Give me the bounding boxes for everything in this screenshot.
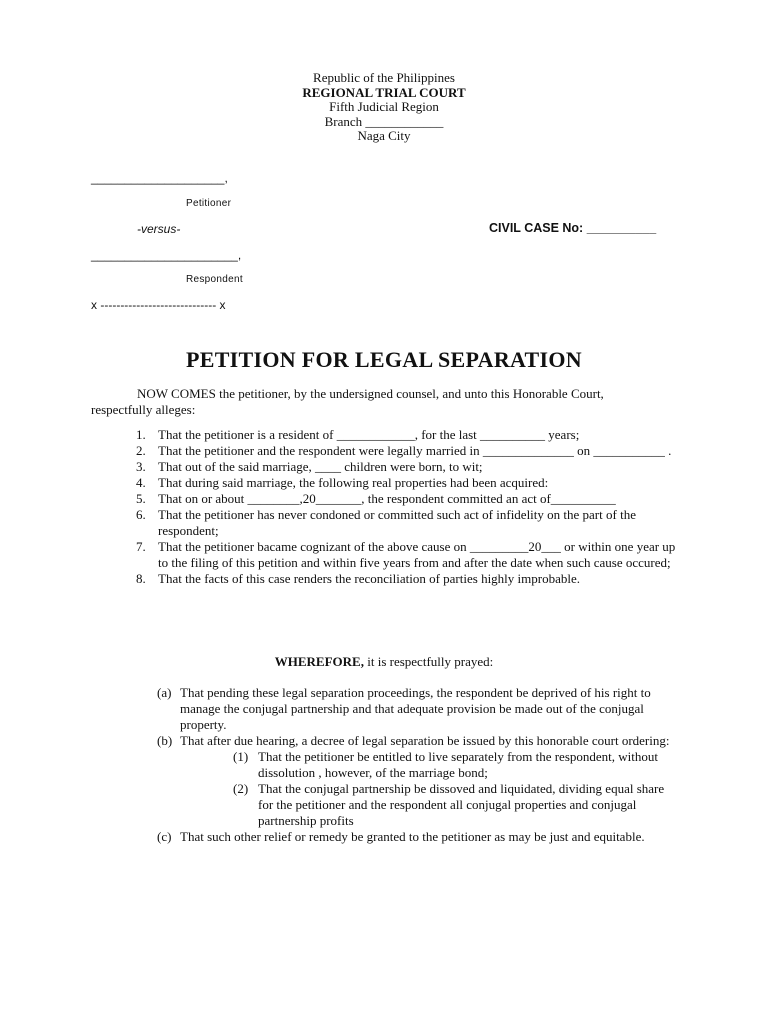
item-number: 8.: [136, 571, 146, 586]
item-text: That such other relief or remedy be granted to the petitioner as may be just and equitable.: [180, 829, 645, 844]
list-item: [136, 443, 681, 459]
list-item: [136, 507, 681, 539]
prayer-subitem-1: [233, 749, 682, 781]
item-text: That on or about ________,20_______, the respondent committed an act of__________: [158, 491, 616, 506]
intro-paragraph: [91, 386, 681, 418]
prayers-list: [157, 685, 682, 845]
item-text: That the facts of this case renders the reconciliation of parties highly improbable.: [158, 571, 580, 586]
item-text: That pending these legal separation proceedings, the respondent be deprived of his right to manage the conjugal partnership and that adequate provision be made out of the conjugal property.: [180, 685, 651, 732]
prayer-item-b: [157, 733, 682, 829]
item-number: 2.: [136, 443, 146, 458]
item-text: That the conjugal partnership be dissoved and liquidated, dividing equal share for the petitioner and the respondent all conjugal properties and conjugal partnership profits: [258, 781, 665, 828]
allegations-list: [136, 427, 681, 587]
item-number: 3.: [136, 459, 146, 474]
item-number: 7.: [136, 539, 146, 554]
wherefore-keyword: WHEREFORE,: [274, 654, 364, 669]
wherefore-clause: [0, 654, 768, 670]
region-line: Fifth Judicial Region: [329, 99, 439, 114]
court-header: [0, 71, 768, 144]
list-item: [136, 475, 681, 491]
document-title: PETITION FOR LEGAL SEPARATION: [185, 347, 582, 372]
court-name: REGIONAL TRIAL COURT: [302, 84, 466, 100]
item-number: (c): [157, 829, 172, 844]
respondent-name-line: ______________________,: [91, 248, 242, 262]
petitioner-label: Petitioner: [186, 198, 232, 209]
item-text: That the petitioner bacame cognizant of the above cause on _________20___ or within one year up to the filing of this petition and within five years from and after the date when such cause occured;: [158, 539, 676, 570]
list-item: [136, 539, 681, 571]
item-number: 4.: [136, 475, 146, 490]
intro-line-1: NOW COMES the petitioner, by the undersigned counsel, and unto this Honorable Court,: [137, 386, 604, 401]
prayer-item-c: [157, 829, 682, 845]
item-text: That out of the said marriage, ____ children were born, to wit;: [158, 459, 483, 474]
prayer-subitem-2: [233, 781, 682, 829]
petitioner-name-line: ____________________,: [91, 171, 228, 185]
item-number: 1.: [136, 427, 146, 442]
versus-label: -versus-: [137, 222, 181, 236]
wherefore-text: it is respectfully prayed:: [363, 654, 494, 669]
prayer-sublist: [180, 749, 682, 829]
caption-divider: x ----------------------------- x: [91, 298, 226, 312]
item-number: (2): [233, 781, 249, 796]
item-number: (a): [157, 685, 172, 700]
branch-line: Branch ____________: [324, 113, 444, 129]
republic-line: Republic of the Philippines: [313, 70, 455, 85]
item-number: (b): [157, 733, 173, 748]
item-text: That the petitioner be entitled to live separately from the respondent, without dissolution , however, of the marriage bond;: [258, 749, 658, 780]
list-item: [136, 491, 681, 507]
list-item: [136, 427, 681, 443]
list-item: [136, 459, 681, 475]
item-text: That the petitioner and the respondent were legally married in ______________ on ___________ .: [158, 443, 672, 458]
item-text: That the petitioner is a resident of ____________, for the last __________ years;: [158, 427, 580, 442]
item-number: (1): [233, 749, 249, 764]
prayer-item-a: [157, 685, 682, 733]
respondent-label: Respondent: [186, 274, 243, 285]
list-item: [136, 571, 681, 587]
intro-line-2: respectfully alleges:: [91, 402, 196, 417]
item-text: That during said marriage, the following real properties had been acquired:: [158, 475, 549, 490]
civil-case-number: CIVIL CASE No: __________: [489, 221, 657, 235]
item-text: That the petitioner has never condoned or committed such act of infidelity on the part of the respondent;: [158, 507, 636, 538]
item-number: 5.: [136, 491, 146, 506]
item-number: 6.: [136, 507, 146, 522]
item-text: That after due hearing, a decree of legal separation be issued by this honorable court ordering:: [180, 733, 670, 748]
city-line: Naga City: [357, 128, 411, 143]
